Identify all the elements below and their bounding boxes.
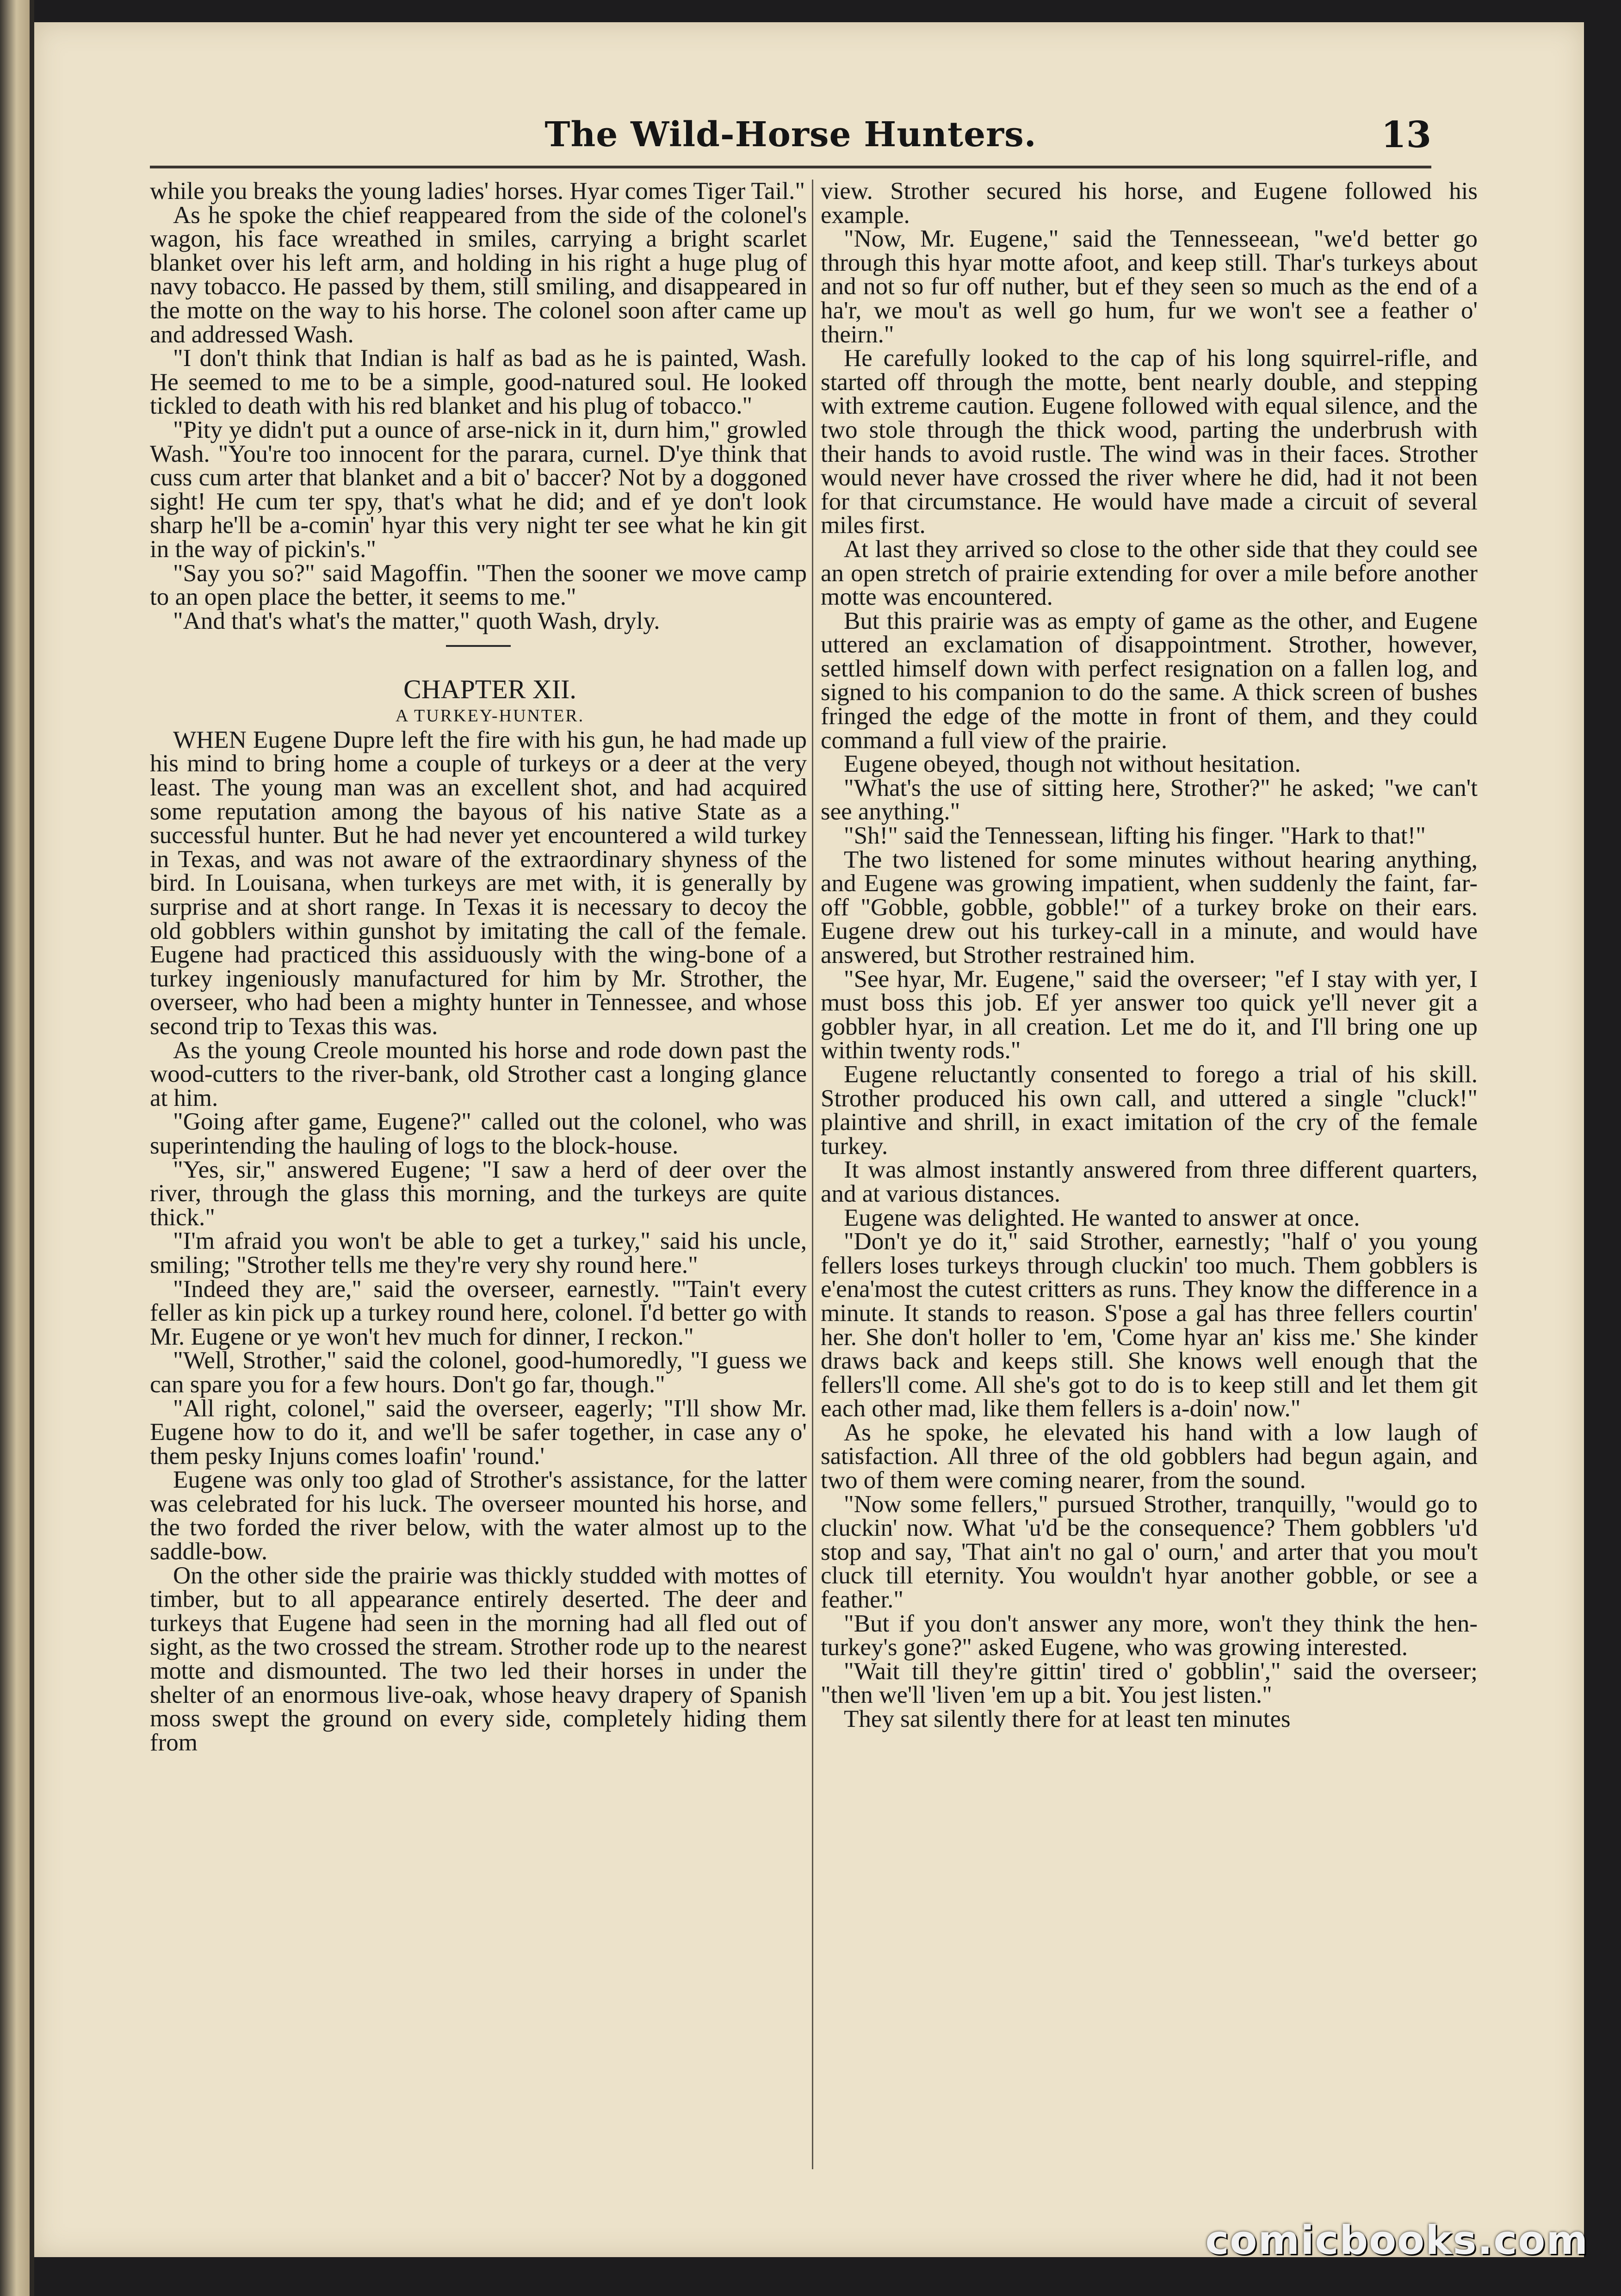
paragraph: "Going after game, Eugene?" called out the colonel, who was superintending the hauling of logs to the block-house. xyxy=(150,1108,807,1159)
paragraph: view. Strother secured his horse, and Eugene followed his example. xyxy=(821,180,1478,229)
paragraph: "But if you don't answer any more, won't they think the hen-turkey's gone?" asked Eugene, who was growing interested. xyxy=(821,1610,1478,1661)
chapter-title: CHAPTER XII. xyxy=(403,674,576,705)
paragraph: As he spoke, he elevated his hand with a low laugh of satisfaction. All three of the old gobblers had begun again, and two of them were coming nearer, from the sound. xyxy=(821,1419,1478,1494)
chapter-subtitle: A TURKEY-HUNTER. xyxy=(395,706,585,726)
paragraph: "I don't think that Indian is half as bad as he is painted, Wash. He seemed to me to be a simple, good-natured soul. He looked tickled to death with his red blanket and his plug of tobacco." xyxy=(150,345,807,420)
left-column xyxy=(150,180,807,2165)
page-number: 13 xyxy=(1381,114,1431,156)
paragraph: As the young Creole mounted his horse and rode down past the wood-cutters to the river-bank, old Strother cast a longing glance at him. xyxy=(150,1036,807,1111)
paragraph: "All right, colonel," said the overseer, eagerly; "I'll show Mr. Eugene how to do it, and we'll be safer together, in case any o' them pesky Injuns comes loafin' 'round.' xyxy=(150,1395,807,1470)
site-watermark: comicbooks.com xyxy=(1205,2217,1589,2264)
paragraph: Eugene obeyed, though not without hesitation. xyxy=(844,751,1301,778)
paragraph: while you breaks the young ladies' horses. Hyar comes Tiger Tail." xyxy=(150,180,805,205)
paragraph: "Well, Strother," said the colonel, good-humoredly, "I guess we can spare you for a few hours. Don't go far, though." xyxy=(150,1347,807,1398)
paragraph: On the other side the prairie was thickly studded with mottes of timber, but to all appearance entirely deserted. The deer and turkeys that Eugene had seen in the morning had all fled out of sight, as the two crossed the stream. Strother rode up to the nearest motte and dismounted. The two led their horses in under the shelter of an enormous live-oak, whose heavy drapery of Spanish moss swept the ground on every side, completely hiding them from xyxy=(150,1562,807,1756)
paragraph: It was almost instantly answered from three different quarters, and at various distances. xyxy=(821,1156,1478,1207)
paragraph: "Sh!" said the Tennessean, lifting his finger. "Hark to that!" xyxy=(844,822,1426,850)
paragraph: "Now some fellers," pursued Strother, tranquilly, "would go to cluckin' now. What 'u'd be the consequence? Them gobblers 'u'd stop and say, 'That ain't no gal o' ourn,' and arter that you mou't cluck till eternity. You wouldn't hyar another gobble, or see a feather." xyxy=(821,1490,1478,1613)
paragraph: "Now, Mr. Eugene," said the Tennesseean, "we'd better go through this hyar motte afoot, and keep still. Thar's turkeys about and not so fur off nuther, but ef they seen so much as the end of a ha'r, we mou't as well go hum, fur we won't see a feather o' theirn." xyxy=(821,225,1478,348)
paragraph: WHEN Eugene Dupre left the fire with his gun, he had made up his mind to bring home a couple of turkeys or a deer at the very least. The young man was an excellent shot, and had acquired some reputation among the bayous of his native State as a successful hunter. But he had never yet encountered a wild turkey in Texas, and was not aware of the extraordinary shyness of the bird. In Louisana, when turkeys are met with, it is generally by surprise and at short range. In Texas it is necessary to decoy the old gobblers within gunshot by imitating the call of the female. Eugene had practiced this assiduously with the wing-bone of a turkey ingeniously manufactured for him by Mr. Strother, the overseer, who had been a mighty hunter in Tennessee, and whose second trip to Texas this was. xyxy=(150,726,807,1040)
previous-page-edge xyxy=(0,0,30,2296)
book-gutter xyxy=(30,0,34,2296)
paragraph: "Yes, sir," answered Eugene; "I saw a herd of deer over the river, through the glass this morning, and the turkeys are quite thick." xyxy=(150,1156,807,1231)
paragraph: Eugene reluctantly consented to forego a trial of his skill. Strother produced his own call, and uttered a single "cluck!" plaintive and shrill, in exact imitation of the cry of the female turkey. xyxy=(821,1061,1478,1160)
paragraph: At last they arrived so close to the other side that they could see an open stretch of prairie extending for over a mile before another motte was encountered. xyxy=(821,535,1478,611)
page-title: The Wild-Horse Hunters. xyxy=(544,115,1037,155)
paragraph: "I'm afraid you won't be able to get a turkey," said his uncle, smiling; "Strother tells me they're very shy round here." xyxy=(150,1228,807,1278)
column-rule xyxy=(812,180,813,2169)
paragraph: They sat silently there for at least ten minutes xyxy=(844,1706,1291,1732)
running-header xyxy=(150,105,1431,168)
paragraph: "Don't ye do it," said Strother, earnestly; "half o' you young fellers loses turkeys through cluckin' too much. Them gobblers is e'ena'most the cutest critters as runs. They know the difference in a minute. It stands to reason. S'pose a gal has three fellers courtin' her. She don't holler to 'em, 'Come hyar an' kiss me.' She kinder draws back and keeps still. She knows well enough that the fellers'll come. All she's got to do is to keep still and let them git each other mad, like them fellers is a-doin' now." xyxy=(821,1228,1478,1422)
paragraph: Eugene was delighted. He wanted to answer at once. xyxy=(844,1204,1360,1231)
paragraph: "Wait till they're gittin' tired o' gobblin'," said the overseer; "then we'll 'liven 'em up a bit. You jest listen." xyxy=(821,1657,1478,1709)
paragraph: "Indeed they are," said the overseer, earnestly. "'Tain't every feller as kin pick up a turkey round here, colonel. I'd better go with Mr. Eugene or ye won't hev much for dinner, I reckon." xyxy=(150,1275,807,1350)
right-column xyxy=(821,180,1478,2165)
paragraph: The two listened for some minutes without hearing anything, and Eugene was growing impatient, when suddenly the faint, far-off "Gobble, gobble, gobble!" of a turkey broke on their ears. Eugene drew out his turkey-call in a minute, and would have answered, but Strother restrained him. xyxy=(821,846,1478,968)
paragraph: "See hyar, Mr. Eugene," said the overseer; "ef I stay with yer, I must boss this job. Ef yer answer too quick ye'll never git a gobbler hyar, in all creation. Let me do it, and I'll bring one up within twenty rods." xyxy=(821,965,1478,1064)
paragraph: As he spoke the chief reappeared from the side of the colonel's wagon, his face wreathed in smiles, carrying a bright scarlet blanket over his left arm, and holding in his right a huge plug of navy tobacco. He passed by them, still smiling, and disappeared in the motte on the way to his horse. The colonel soon after came up and addressed Wash. xyxy=(150,201,807,348)
paragraph: "And that's what's the matter," quoth Wash, dryly. xyxy=(173,607,660,634)
paragraph: He carefully looked to the cap of his long squirrel-rifle, and started off through the motte, bent nearly double, and stepping with extreme caution. Eugene followed with equal silence, and the two stole through the thick wood, parting the underbrush with their hands to avoid rustle. The wind was in their faces. Strother would never have crossed the river where he did, had it not been for that circumstance. He would have made a circuit of several miles first. xyxy=(821,345,1478,539)
paragraph: Eugene was only too glad of Strother's assistance, for the latter was celebrated for his luck. The overseer mounted his horse, and the two forded the river below, with the water almost up to the saddle-bow. xyxy=(150,1466,807,1565)
paragraph: "Say you so?" said Magoffin. "Then the sooner we move camp to an open place the better, it seems to me." xyxy=(150,559,807,611)
section-divider xyxy=(446,645,511,647)
book-page xyxy=(34,22,1584,2257)
paragraph: "Pity ye didn't put a ounce of arse-nick in it, durn him," growled Wash. "You're too innocent for the parara, curnel. D'ye think that cuss cum arter that blanket and a bit o' baccer? Not by a doggoned sight! He cum ter spy, that's what he did; and ef ye don't look sharp he'll be a-comin' hyar this very night ter see what he kin git in the way of pickin's." xyxy=(150,416,807,563)
paragraph: "What's the use of sitting here, Strother?" he asked; "we can't see anything." xyxy=(821,774,1478,825)
paragraph: But this prairie was as empty of game as the other, and Eugene uttered an exclamation of disappointment. Strother, however, settled himself down with perfect resignation on a fallen log, and signed to his companion to do the same. A thick screen of bushes fringed the edge of the motte in front of them, and they could command a full view of the prairie. xyxy=(821,607,1478,754)
